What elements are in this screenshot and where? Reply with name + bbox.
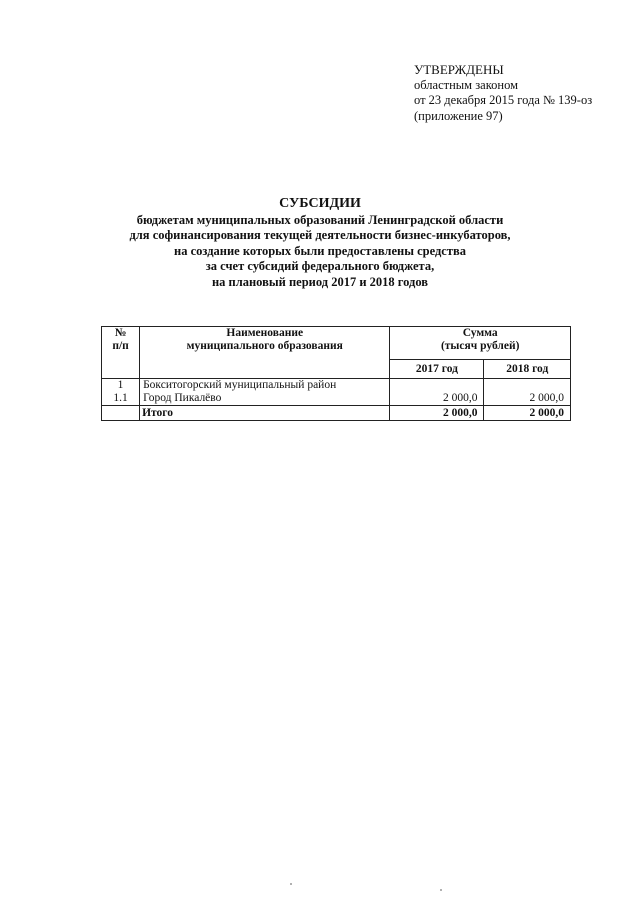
- row-municipality: [140, 379, 390, 406]
- approval-line-1: областным законом: [414, 77, 519, 92]
- table-header-row: [102, 327, 571, 360]
- header-number-abbr: п/п: [112, 340, 129, 352]
- total-value-2017: 2 000,0: [390, 406, 484, 421]
- header-year-2017: 2017 год: [390, 360, 484, 379]
- total-value-2018: 2 000,0: [484, 406, 571, 421]
- header-number-symbol: №: [114, 327, 127, 339]
- header-name-line-1: Наименование: [226, 327, 304, 339]
- approval-line-2: от 23 декабря 2015 года № 139-оз: [414, 93, 593, 107]
- row-city-name: Город Пикалёво: [143, 392, 222, 404]
- table-row: [102, 379, 571, 406]
- title-line-5: на плановый период 2017 и 2018 годов: [211, 274, 429, 289]
- header-number: [102, 327, 140, 379]
- approval-stamp: [414, 62, 592, 124]
- subsidy-table: [101, 326, 571, 421]
- title-line-2: для софинансирования текущей деятельности бизнес-инкубаторов,: [129, 228, 511, 242]
- total-label: Итого: [140, 406, 390, 421]
- row-number-1-1: 1.1: [113, 392, 128, 404]
- total-number-cell: [102, 406, 140, 421]
- title-line-3: на создание которых были предоставлены средства: [174, 243, 466, 258]
- title-line-4: за счет субсидий федерального бюджета,: [205, 259, 435, 273]
- header-amount-line-1: Сумма: [462, 327, 498, 339]
- scan-speck: [440, 889, 442, 891]
- title-line-1: бюджетам муниципальных образований Ленинградской области: [136, 212, 504, 227]
- header-amount: [390, 327, 571, 360]
- scan-speck: [290, 883, 292, 885]
- row-district-name: Бокситогорский муниципальный район: [143, 379, 337, 391]
- row-value-2017: 2 000,0: [390, 379, 484, 406]
- approval-line-3: (приложение 97): [414, 108, 503, 123]
- approval-heading: УТВЕРЖДЕНЫ: [414, 62, 504, 77]
- header-year-2018: 2018 год: [484, 360, 571, 379]
- table-total-row: [102, 406, 571, 421]
- header-municipality: [140, 327, 390, 379]
- document-title: [60, 196, 580, 290]
- row-number-1: 1: [117, 379, 124, 391]
- row-value-2018: 2 000,0: [484, 379, 571, 406]
- row-number: [102, 379, 140, 406]
- title-main: СУБСИДИИ: [279, 196, 361, 211]
- header-amount-line-2: (тысяч рублей): [440, 340, 520, 352]
- header-name-line-2: муниципального образования: [186, 340, 343, 352]
